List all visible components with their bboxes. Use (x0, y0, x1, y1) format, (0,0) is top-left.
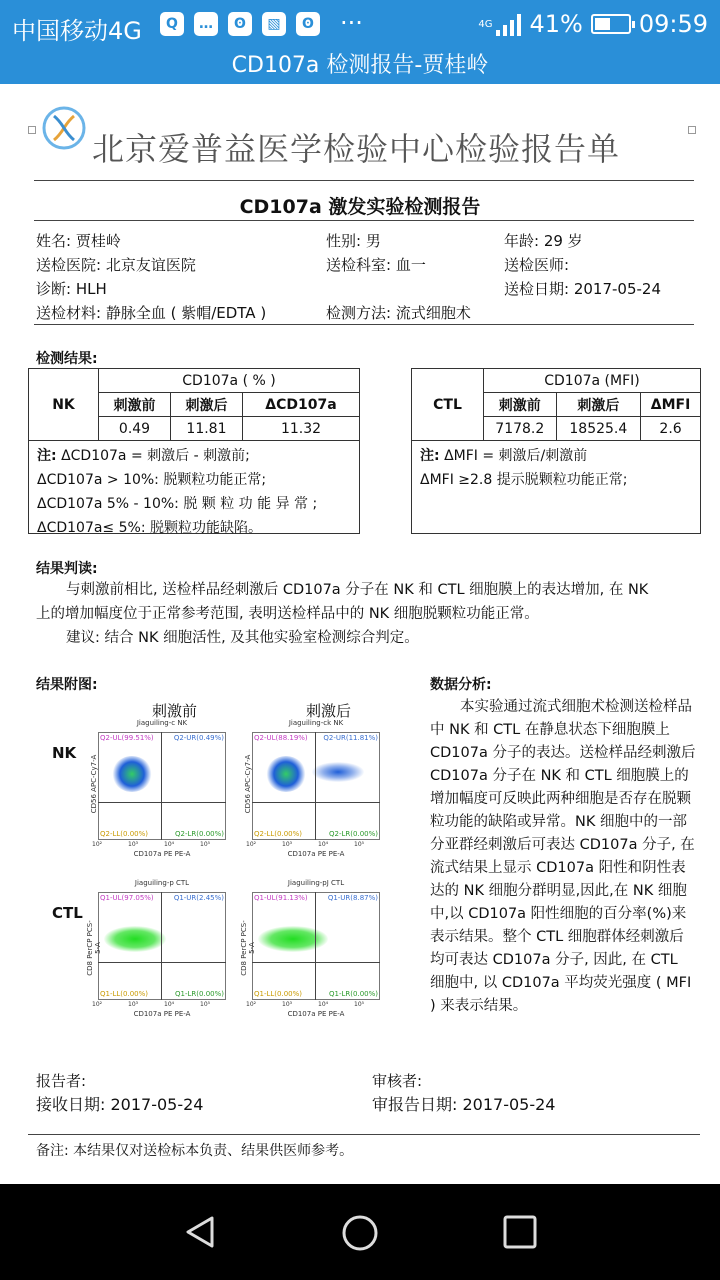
x-tick: 10⁵ (354, 841, 365, 848)
plot-title: Jiaguiling-pJ CTL (287, 879, 345, 887)
quadrant-label: Q2-UR(0.49%) (173, 734, 224, 742)
nk-results-table (28, 368, 360, 441)
note-line: ΔMFI = 刺激后/刺激前 (444, 448, 588, 464)
app-title: CD107a 检测报告-贾桂岭 (0, 50, 720, 84)
analysis-heading: 数据分析: (430, 677, 492, 693)
quadrant-label: Q1-LL(0.00%) (100, 990, 148, 998)
x-tick: 10³ (282, 1001, 293, 1008)
quadrant-line (161, 732, 162, 840)
x-tick: 10³ (282, 841, 293, 848)
referring-hospital: 送检医院: 北京友谊医院 (36, 256, 196, 274)
flow-plot (90, 719, 226, 858)
x-tick: 10⁴ (164, 1001, 175, 1008)
x-tick: 10⁵ (354, 1001, 365, 1008)
message-icon: … (194, 12, 218, 36)
quadrant-line (98, 962, 226, 963)
table-cell: 11.81 (170, 417, 242, 441)
bear-icon: ʘ (296, 12, 320, 36)
clock: 09:59 (638, 10, 708, 38)
dot-cloud (258, 926, 328, 952)
interpretation-text (36, 578, 696, 650)
back-icon[interactable] (182, 1214, 218, 1250)
divider (34, 180, 694, 181)
figure-heading: 结果附图: (36, 677, 98, 693)
x-tick: 10⁵ (200, 841, 211, 848)
column-after-label: 刺激后 (306, 702, 352, 720)
note-prefix: 注: (37, 448, 57, 464)
home-icon[interactable] (341, 1214, 379, 1252)
quadrant-line (98, 802, 226, 803)
qq-icon: Q (160, 12, 184, 36)
patient-name: 姓名: 贾桂岭 (36, 232, 121, 250)
hospital-heading: 北京爱普益医学检验中心检验报告单 (92, 130, 621, 168)
test-method: 检测方法: 流式细胞术 (326, 304, 471, 322)
quadrant-label: Q1-LR(0.00%) (175, 990, 224, 998)
dot-cloud (266, 756, 306, 792)
table-header: 刺激后 (170, 393, 242, 417)
reporter-label: 报告者: (36, 1072, 87, 1090)
flow-plot (244, 719, 380, 858)
row-ctl-label: CTL (52, 904, 83, 922)
note-line: ΔCD107a≤ 5%: 脱颗粒功能缺陷。 (37, 520, 262, 536)
ctl-results-table (411, 368, 701, 441)
table-header: ΔMFI (641, 393, 701, 417)
quadrant-label: Q1-LR(0.00%) (329, 990, 378, 998)
patient-age: 年龄: 29 岁 (504, 232, 583, 250)
x-tick: 10² (246, 841, 257, 848)
x-axis-label: CD107a PE PE-A (287, 1010, 345, 1018)
note-prefix: 注: (420, 448, 440, 464)
flow-plot (240, 879, 380, 1018)
quadrant-label: Q2-LR(0.00%) (329, 830, 378, 838)
specimen-material: 送检材料: 静脉全血 ( 紫帽/EDTA ) (36, 304, 267, 322)
battery-icon (591, 14, 631, 34)
dot-cloud (104, 926, 166, 952)
y-axis-label: CD8 PerCP PCS-5-A (240, 920, 256, 976)
x-tick: 10³ (128, 841, 139, 848)
analysis-body: 本实验通过流式细胞术检测送检样品中 NK 和 CTL 在静息状态下细胞膜上 CD107a 分子的表达。送检样品经刺激后 CD107a 分子在 NK 和 CTL 细胞膜上的增加幅度可反映此两种细胞是否存在脱颗粒功能的缺陷或异常。NK 细胞中的一部分亚群经刺激后可表达 CD107a 分子, 在流式结果上显示 CD107a 阳性和阴性表达的 NK 细胞分群明显,因此,在 NK 细胞中,以 CD107a 阳性细胞的百分率(%)来表示结果。整个 CTL 细胞群体经刺激后均可表达 CD107a 分子, 因此, 在 CTL 细胞中, 以 CD107a 平均荧光强度 ( MFI ) 来表示结果。 (430, 699, 696, 1014)
quadrant-label: Q1-UR(2.45%) (173, 894, 224, 902)
quadrant-label: Q1-UL(91.13%) (254, 894, 308, 902)
table-header: 刺激前 (484, 393, 557, 417)
interpretation-heading: 结果判读: (36, 561, 98, 577)
table-header: 刺激前 (99, 393, 171, 417)
y-axis-label: CD8 PerCP PCS-5-A (86, 920, 102, 976)
table-header: 刺激后 (556, 393, 641, 417)
divider (34, 220, 694, 221)
status-bar (0, 0, 720, 50)
x-tick: 10² (92, 841, 103, 848)
diagnosis: 诊断: HLH (36, 280, 107, 298)
y-axis-label: CD56 APC-Cy7-A (244, 754, 252, 814)
referring-department: 送检科室: 血一 (326, 256, 426, 274)
column-before-label: 刺激前 (152, 702, 198, 720)
x-tick: 10⁴ (318, 1001, 329, 1008)
quadrant-label: Q1-LL(0.00%) (254, 990, 302, 998)
x-tick: 10⁴ (318, 841, 329, 848)
ctl-note (411, 440, 701, 534)
image-icon: ▧ (262, 12, 286, 36)
recent-apps-icon[interactable] (502, 1214, 538, 1250)
note-line: ΔCD107a = 刺激后 - 刺激前; (61, 448, 250, 464)
patient-gender: 性别: 男 (326, 232, 381, 250)
table-header: ΔCD107a (242, 393, 359, 417)
interpretation-line: 建议: 结合 NK 细胞活性, 及其他实验室检测综合判定。 (66, 630, 419, 646)
table-cell: 0.49 (99, 417, 171, 441)
remark: 备注: 本结果仅对送检标本负责、结果供医师参考。 (36, 1143, 354, 1159)
quadrant-label: Q2-UL(99.51%) (100, 734, 154, 742)
analysis-text (430, 696, 696, 1018)
more-notifications-icon: ··· (340, 9, 363, 37)
ctl-group-header: CD107a (MFI) (484, 369, 701, 393)
quadrant-label: Q2-UL(88.19%) (254, 734, 308, 742)
quadrant-line (252, 962, 380, 963)
note-line: ΔCD107a 5% - 10%: 脱 颗 粒 功 能 异 常 ; (37, 496, 318, 512)
battery-percent: 41% (529, 10, 583, 38)
x-tick: 10² (92, 1001, 103, 1008)
quadrant-line (252, 802, 380, 803)
receive-date: 接收日期: 2017-05-24 (36, 1095, 204, 1114)
bear-icon: ʘ (228, 12, 252, 36)
nk-note (28, 440, 360, 534)
interpretation-line: 上的增加幅度位于正常参考范围, 表明送检样品中的 NK 细胞脱颗粒功能正常。 (36, 606, 539, 622)
table-cell: 18525.4 (556, 417, 641, 441)
quadrant-label: Q2-LL(0.00%) (100, 830, 148, 838)
nk-row-label: NK (29, 369, 99, 441)
corner-mark (688, 126, 696, 134)
results-heading: 检测结果: (36, 351, 98, 367)
note-line: ΔCD107a > 10%: 脱颗粒功能正常; (37, 472, 267, 488)
report-title: CD107a 激发实验检测报告 (239, 196, 481, 218)
x-axis-label: CD107a PE PE-A (133, 850, 191, 858)
notification-icons (160, 12, 320, 36)
x-tick: 10⁴ (164, 841, 175, 848)
table-cell: 7178.2 (484, 417, 557, 441)
signal-icon (496, 12, 521, 36)
y-axis-label: CD56 APC-Cy7-A (90, 754, 98, 814)
x-tick: 10³ (128, 1001, 139, 1008)
referring-doctor: 送检医师: (504, 256, 570, 274)
plot-title: Jiaguiling-p CTL (134, 879, 190, 887)
corner-mark (28, 126, 36, 134)
dot-cloud (312, 762, 364, 782)
reviewer-label: 审核者: (372, 1072, 423, 1090)
nk-group-header: CD107a ( % ) (99, 369, 360, 393)
quadrant-label: Q2-UR(11.81%) (323, 734, 378, 742)
interpretation-line: 与刺激前相比, 送检样品经刺激后 CD107a 分子在 NK 和 CTL 细胞膜上的表达增加, 在 NK (66, 582, 649, 598)
x-axis-label: CD107a PE PE-A (133, 1010, 191, 1018)
divider (34, 324, 694, 325)
dot-cloud (112, 756, 152, 792)
navigation-bar (0, 1184, 720, 1280)
x-tick: 10² (246, 1001, 257, 1008)
plot-title: Jiaguiling-ck NK (288, 719, 344, 727)
note-line: ΔMFI ≥2.8 提示脱颗粒功能正常; (420, 472, 628, 488)
flow-plot (86, 879, 226, 1018)
x-axis-label: CD107a PE PE-A (287, 850, 345, 858)
quadrant-label: Q1-UR(8.87%) (327, 894, 378, 902)
x-tick: 10⁵ (200, 1001, 211, 1008)
quadrant-line (161, 892, 162, 1000)
plot-title: Jiaguiling-c NK (136, 719, 188, 727)
network-type-badge: 4G (478, 18, 493, 30)
dna-logo-icon (40, 104, 88, 152)
carrier-name: 中国移动4G (12, 17, 142, 45)
quadrant-line (315, 732, 316, 840)
report-document[interactable] (0, 84, 720, 1184)
review-date: 审报告日期: 2017-05-24 (372, 1095, 556, 1114)
divider (28, 1134, 700, 1135)
submission-date: 送检日期: 2017-05-24 (504, 280, 661, 298)
row-nk-label: NK (52, 744, 77, 762)
quadrant-line (315, 892, 316, 1000)
quadrant-label: Q1-UL(97.05%) (100, 894, 154, 902)
quadrant-label: Q2-LL(0.00%) (254, 830, 302, 838)
ctl-row-label: CTL (412, 369, 484, 441)
quadrant-label: Q2-LR(0.00%) (175, 830, 224, 838)
table-cell: 2.6 (641, 417, 701, 441)
table-cell: 11.32 (242, 417, 359, 441)
